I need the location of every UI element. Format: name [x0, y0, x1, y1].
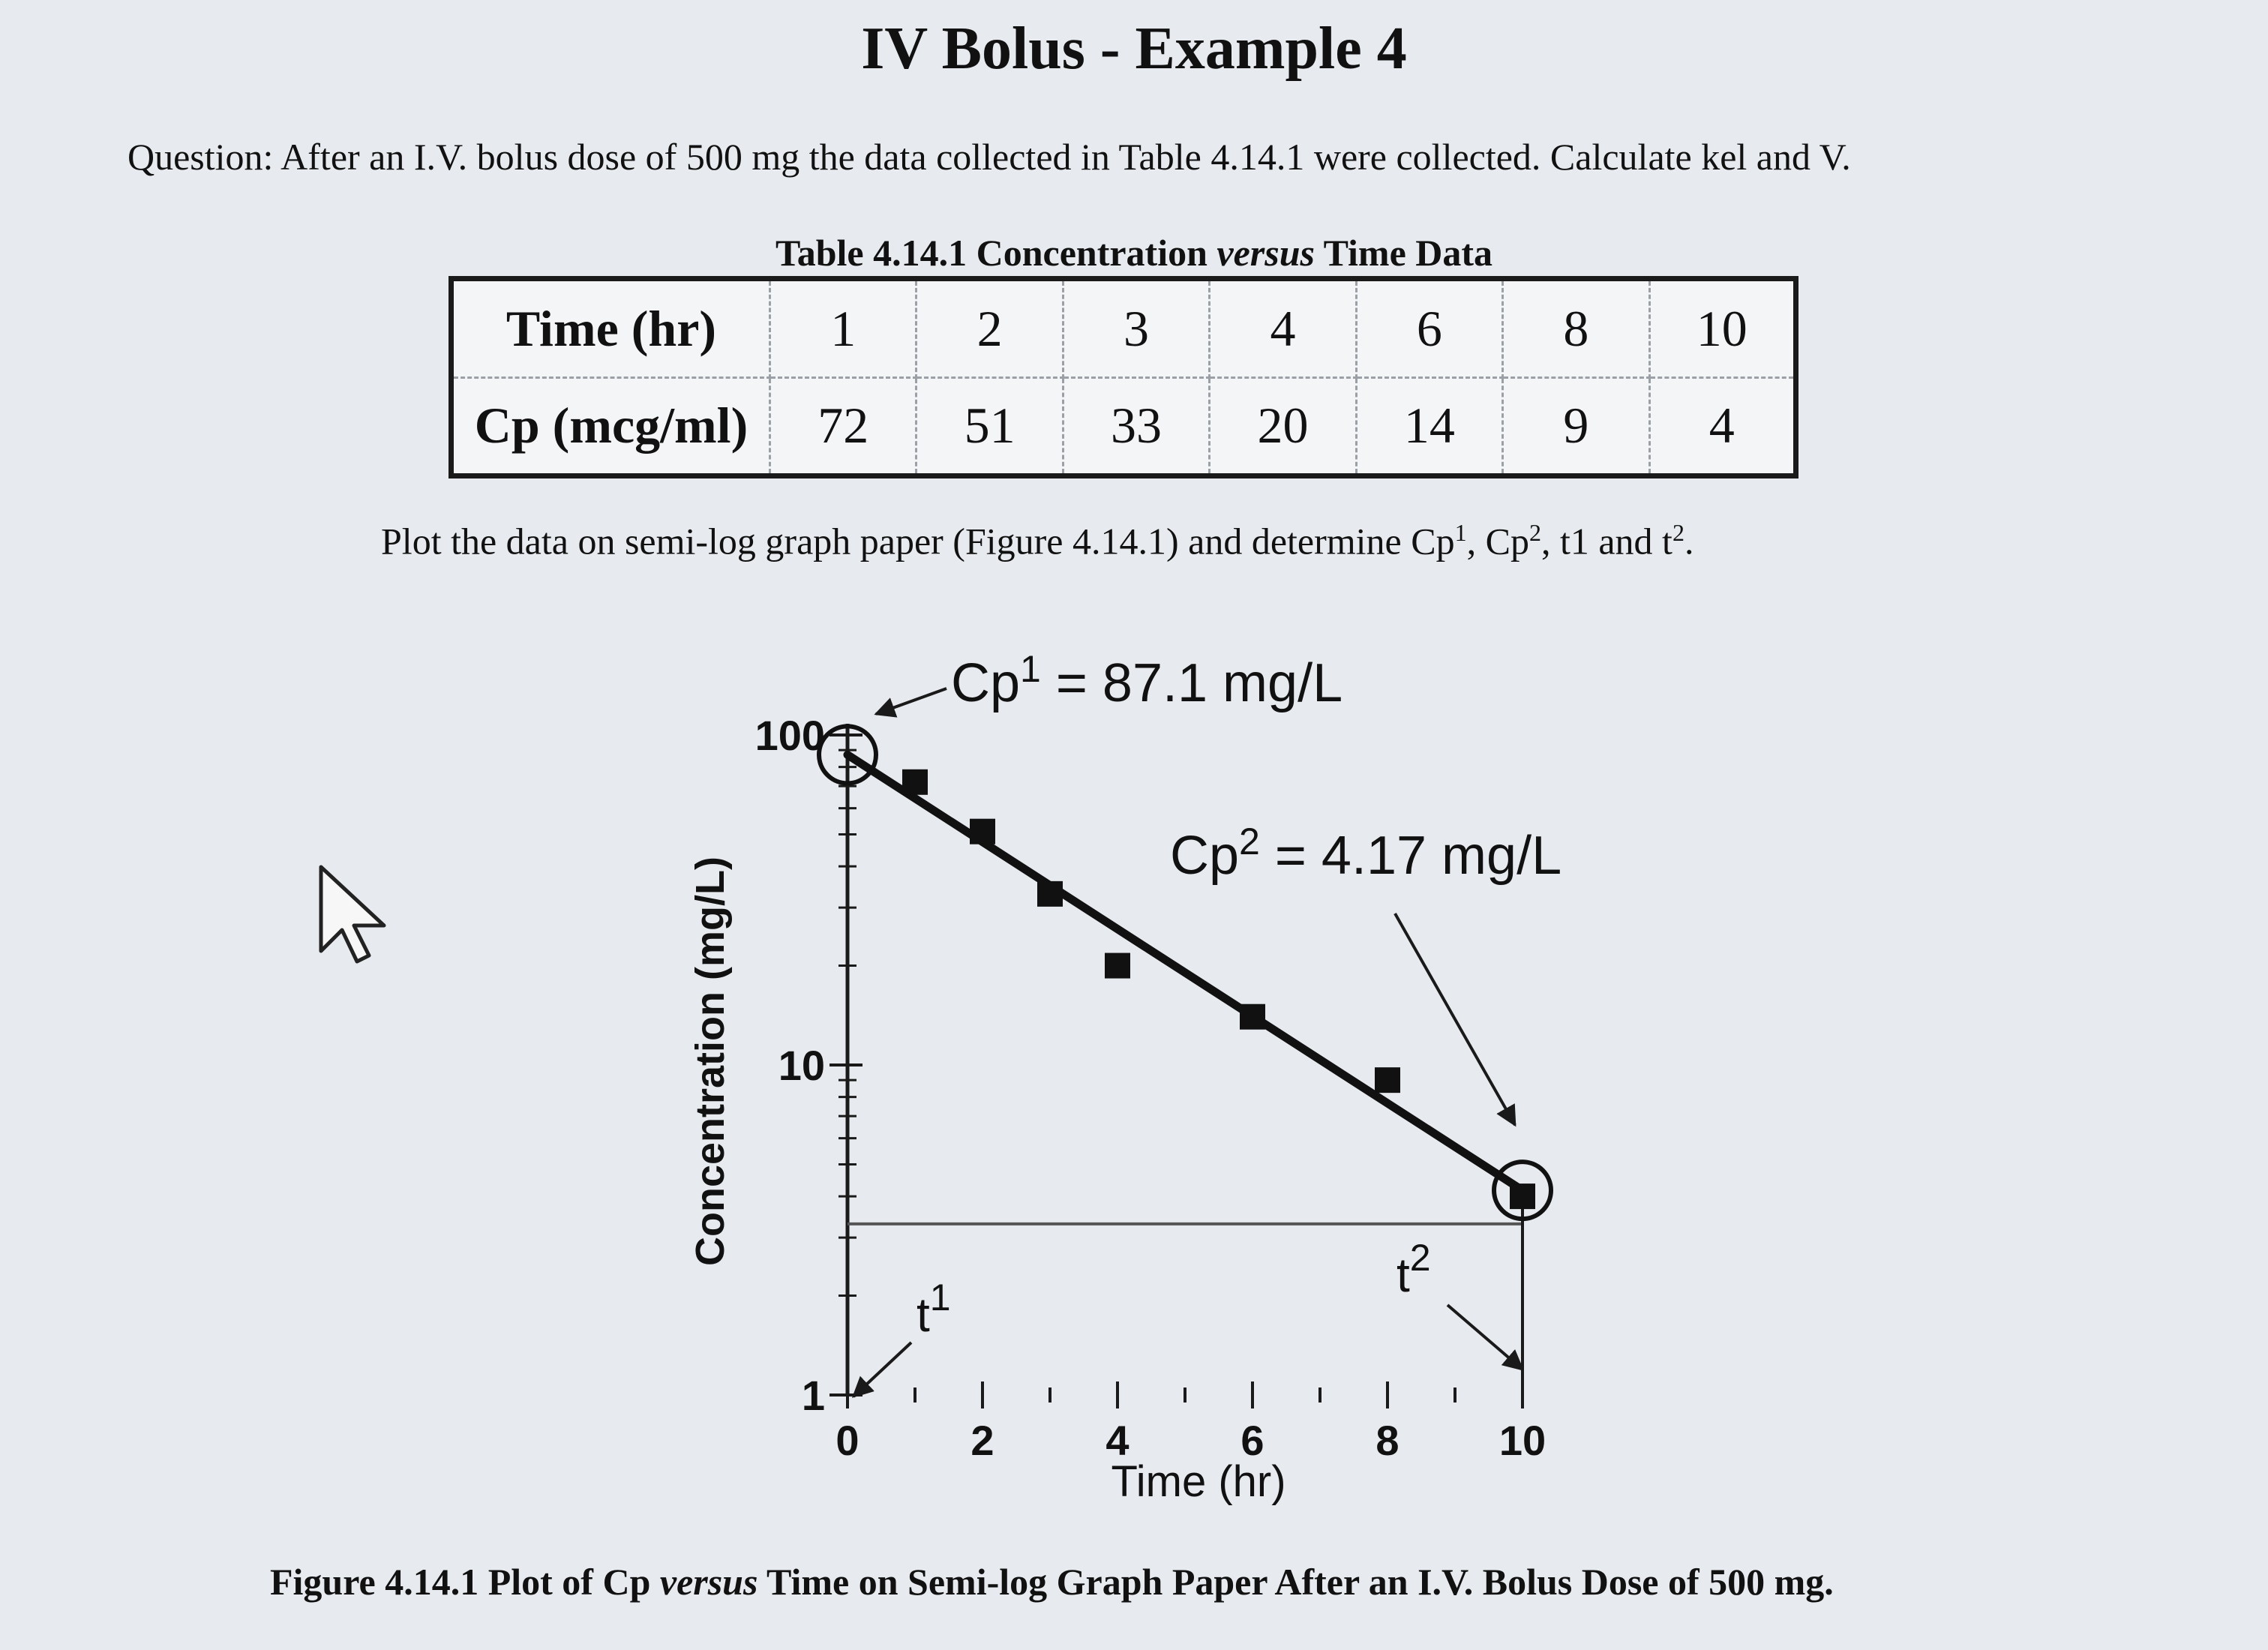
t2-label: t [1396, 1248, 1410, 1302]
time-cell: 1 [770, 279, 916, 378]
time-cell: 2 [916, 279, 1063, 378]
figure-caption [270, 1560, 2070, 1604]
data-point [1105, 953, 1130, 979]
x-axis-label: Time (hr) [1111, 1457, 1286, 1506]
y-tick-label: 10 [778, 1042, 825, 1089]
time-row-header: Time (hr) [452, 279, 770, 378]
cp-cell: 20 [1210, 377, 1356, 476]
cp1-superscript: 1 [1020, 648, 1041, 690]
instruction-sup: 2 [1672, 519, 1684, 546]
chart-axis-labels [688, 856, 1286, 1506]
x-tick-label: 0 [836, 1417, 860, 1464]
t1-superscript: 1 [929, 1276, 951, 1318]
t2-annotation [1396, 1237, 1431, 1302]
x-tick-label: 2 [970, 1417, 994, 1464]
mouse-cursor-icon [315, 862, 405, 968]
instruction-part: , t1 and t [1540, 520, 1672, 562]
table-caption-pre: Table 4.14.1 Concentration [775, 232, 1217, 274]
cp-cell: 4 [1649, 377, 1796, 476]
data-point [1240, 1004, 1265, 1030]
time-cell: 6 [1356, 279, 1502, 378]
t1-label: t [916, 1288, 930, 1342]
data-point [970, 819, 995, 844]
figure-caption-post: Time on Semi-log Graph Paper After an I.V. Bolus Dose of 500 mg. [758, 1561, 1834, 1603]
cp-cell: 9 [1503, 377, 1649, 476]
cp1-value: = 87.1 mg/L [1040, 653, 1343, 713]
time-cell: 10 [1649, 279, 1796, 378]
time-cell: 4 [1210, 279, 1356, 378]
instruction-sup: 2 [1528, 519, 1541, 546]
data-point [1510, 1184, 1535, 1209]
table-caption-italic: versus [1216, 232, 1315, 274]
chart-ticks [755, 712, 1546, 1464]
cp2-label: Cp [1170, 826, 1240, 886]
cp1-arrow [876, 688, 946, 714]
instruction-sup: 1 [1454, 519, 1467, 546]
y-tick-label: 1 [801, 1372, 825, 1419]
cp-cell: 14 [1356, 377, 1502, 476]
x-tick-label: 8 [1376, 1417, 1400, 1464]
cp-cell: 33 [1063, 377, 1209, 476]
figure-caption-italic: versus [659, 1561, 758, 1603]
t2-arrow [1448, 1305, 1522, 1370]
table-caption-post: Time Data [1314, 232, 1493, 274]
y-tick-label: 100 [754, 712, 825, 759]
t2-superscript: 2 [1409, 1237, 1431, 1279]
cp2-value: = 4.17 mg/L [1259, 826, 1562, 886]
data-point [1375, 1067, 1400, 1093]
data-point [1037, 881, 1063, 907]
x-tick-label: 6 [1240, 1417, 1264, 1464]
cp-cell: 51 [916, 377, 1063, 476]
time-cell: 3 [1063, 279, 1209, 378]
t1-annotation [916, 1276, 951, 1342]
instruction-part: . [1684, 520, 1694, 562]
instruction-part: Plot the data on semi-log graph paper (Figure 4.14.1) and determine Cp [381, 520, 1455, 562]
chart-fit-line [848, 754, 1522, 1190]
question-text: Question: After an I.V. bolus dose of 500 mg the data collected in Table 4.14.1 were collected. Calculate kel and V. [128, 136, 1851, 178]
time-cell: 8 [1503, 279, 1649, 378]
instruction-part: , Cp [1466, 520, 1529, 562]
data-point [902, 770, 928, 795]
cp2-arrow [1395, 914, 1515, 1125]
cp-cell: 72 [770, 377, 916, 476]
t1-arrow [854, 1342, 911, 1396]
chart-annotations [854, 648, 1562, 1396]
page-title: IV Bolus - Example 4 [861, 16, 1407, 82]
fit-line [848, 754, 1522, 1190]
cp1-annotation [951, 648, 1342, 713]
figure-caption-pre: Figure 4.14.1 Plot of Cp [270, 1561, 660, 1603]
cp2-annotation [1170, 820, 1562, 886]
cp2-superscript: 2 [1239, 820, 1260, 862]
x-tick-label: 10 [1498, 1417, 1546, 1464]
cp-row-header: Cp (mcg/ml) [452, 377, 770, 476]
cp1-label: Cp [951, 653, 1021, 713]
x-tick-label: 4 [1106, 1417, 1130, 1464]
y-axis-label: Concentration (mg/L) [688, 856, 733, 1266]
